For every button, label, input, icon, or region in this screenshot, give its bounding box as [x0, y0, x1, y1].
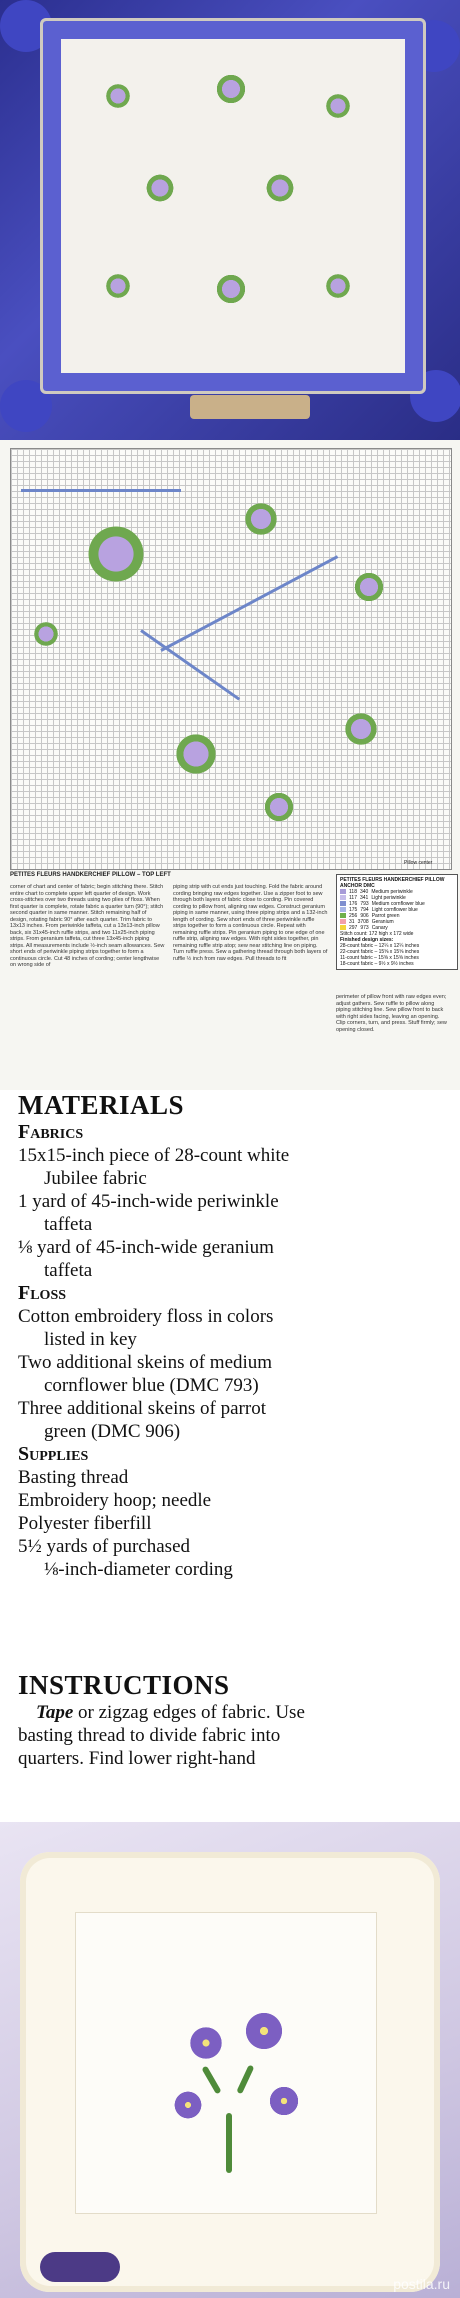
finished-sizes	[340, 943, 454, 967]
color-swatch	[340, 913, 346, 918]
materials-section	[0, 1090, 460, 1670]
dmc-number: 341	[359, 895, 369, 901]
chart-flower-motif	[341, 709, 381, 749]
chart-flower-motif	[171, 729, 221, 779]
anchor-number: 117	[349, 895, 357, 901]
instructions-text: or zigzag edges of fabric. Use	[73, 1702, 305, 1723]
material-item: taffeta	[44, 1214, 93, 1235]
key-rows	[340, 889, 454, 931]
ribbon-bow	[40, 2252, 120, 2282]
flower-motif	[323, 271, 353, 301]
embroidered-pillow	[40, 18, 426, 394]
color-swatch	[340, 895, 346, 900]
flower-motif	[213, 71, 249, 107]
key-title: PETITES FLEURS HANDKERCHIEF PILLOW	[340, 877, 445, 883]
leaf	[236, 2065, 254, 2095]
chart-flower-motif	[261, 789, 297, 825]
material-item: green (DMC 906)	[44, 1421, 181, 1442]
color-key	[336, 874, 458, 970]
materials-heading: MATERIALS	[18, 1090, 185, 1120]
pillow-face	[75, 1912, 377, 2214]
instructions-lead-word: Tape	[36, 1702, 74, 1723]
flower-motif	[323, 91, 353, 121]
material-item: ⅛-inch-diameter cording	[44, 1559, 233, 1580]
floss-list	[18, 1305, 442, 1443]
material-item: ⅛ yard of 45-inch-wide geranium	[18, 1237, 274, 1258]
instructions-heading: INSTRUCTIONS	[18, 1670, 230, 1700]
dmc-number: 794	[360, 907, 369, 913]
material-item: Embroidery hoop; needle	[18, 1490, 212, 1511]
flower-motif	[103, 81, 133, 111]
material-item: Jubilee fabric	[44, 1168, 147, 1189]
anchor-number: 256	[349, 913, 358, 919]
material-item: Cotton embroidery floss in colors	[18, 1306, 274, 1327]
violet-flower	[171, 2088, 205, 2122]
color-name: Light cornflower blue	[371, 907, 418, 913]
material-item: Polyester fiberfill	[18, 1513, 152, 1534]
material-item: 15x15-inch piece of 28-count white	[18, 1145, 290, 1166]
fabrics-list	[18, 1144, 442, 1282]
dmc-number: 973	[360, 925, 369, 931]
anchor-number: 297	[349, 925, 358, 931]
flower-motif	[143, 171, 177, 205]
anchor-number: 176	[349, 901, 358, 907]
anchor-number: 118	[349, 889, 357, 895]
flower-motif	[213, 271, 249, 307]
chart-flower-motif	[241, 499, 281, 539]
chart-bow-ribbon	[160, 555, 338, 652]
fabrics-heading: Fabrics	[18, 1121, 84, 1143]
instructions-line: basting thread to divide fabric into	[18, 1725, 281, 1746]
color-name: Parrot green	[371, 913, 400, 919]
finished-size: 18-count fabric – 9½ x 9½ inches	[340, 961, 414, 967]
color-swatch	[340, 919, 346, 924]
chart-flower-motif	[351, 569, 387, 605]
stem	[226, 2113, 232, 2173]
leaf	[201, 2066, 221, 2095]
dmc-number: 3708	[357, 919, 369, 925]
body-column: corner of chart and center of fabric; begin stitching there. Stitch entire chart to complete upper left quarter of design. Work cross-stitches over two threads using two plies of floss. When first quarter is complete, rotate fabric a quarter turn (90°); stitch second quarter in same manner. Stitch remaining half of design, rotating fabric 90° after each quarter. Trim fabric to 13x13 inches. From periwinkle taffeta, cut a 13x13-inch pillow back, six 31x45-inch ruffle strips, and two 11x25-inch piping strips. From geranium taffeta, cut three 13x45-inch piping strips. All measurements include ½-inch seam allowances. Sew short ends of periwinkle piping strips together to form a continuous circle. Cut 48 inches of cording; center lengthwise on wrong side of	[10, 884, 165, 968]
color-name: Canary	[371, 925, 388, 931]
chart-panel	[0, 440, 460, 1090]
material-item: Basting thread	[18, 1467, 129, 1488]
chart-bow-ribbon	[140, 629, 240, 700]
body-column: perimeter of pillow front with raw edges even; adjust gathers. Sew ruffle to pillow along piping stitching line. Sew pillow front to back with right sides facing, leaving an opening. Clip corners, turn, and press. Stuff firmly; sew opening closed.	[336, 994, 447, 1033]
anchor-number: 175	[349, 907, 358, 913]
chart-flower-motif	[81, 519, 151, 589]
dmc-number: 906	[360, 913, 369, 919]
color-name: Light periwinkle	[371, 895, 406, 901]
color-swatch	[340, 907, 346, 912]
dmc-number: 793	[360, 901, 369, 907]
color-name: Medium periwinkle	[371, 889, 413, 895]
instructions-section	[0, 1670, 460, 1820]
finished-size: 22-count fabric – 15⅝ x 15⅝ inches	[340, 949, 420, 955]
instructions-line: quarters. Find lower right-hand	[18, 1748, 256, 1769]
color-swatch	[340, 889, 346, 894]
chart-scallop-border	[21, 489, 181, 492]
supplies-heading: Supplies	[18, 1443, 89, 1465]
finished-size: 11-count fabric – 15⅝ x 15⅝ inches	[340, 955, 419, 961]
body-column: piping strip with cut ends just touching. Fold the fabric around cording bringing raw edges together. Use a zipper foot to sew through both layers of fabric close to cording. Pin covered cording to pillow front, aligning raw edges. Construct geranium piping in same manner, using three piping strips and a 132-inch length of cording. Sew short ends of three periwinkle ruffle strips together to form a continuous circle. Repeat with remaining ruffle strips. Pin geranium piping to one edge of one ruffle strip, aligning raw edges. With right sides together, pin remaining ruffle strip atop; sew near stitching line on piping. Turn ruffle press. Sew a gathering thread through both layers of ruffle ½ inch from raw edges. Pull threads to fit	[173, 884, 328, 962]
stitch-count: Stitch count: 172 high x 172 wide	[340, 931, 414, 937]
color-swatch	[340, 901, 346, 906]
color-name: Geranium	[371, 919, 394, 925]
pillow-photo-top	[0, 0, 460, 440]
pillow-photo-bottom	[0, 1822, 460, 2298]
violet-flower	[186, 2023, 226, 2063]
color-swatch	[340, 925, 346, 930]
flower-motif	[263, 171, 297, 205]
tray	[190, 395, 310, 419]
chart-caption: PETITES FLEURS HANDKERCHIEF PILLOW – TOP LEFT	[10, 872, 171, 878]
color-name: Medium cornflower blue	[371, 901, 425, 907]
material-item: 1 yard of 45-inch-wide periwinkle	[18, 1191, 279, 1212]
violet-flower	[266, 2083, 302, 2119]
pillow-center-label: Pillow center	[404, 860, 433, 866]
material-item: Two additional skeins of medium	[18, 1352, 273, 1373]
material-item: Three additional skeins of parrot	[18, 1398, 266, 1419]
anchor-number: 31	[349, 919, 355, 925]
chart-flower-motif	[31, 619, 61, 649]
supplies-list	[18, 1466, 442, 1581]
material-item: taffeta	[44, 1260, 93, 1281]
violet-flower	[241, 2008, 287, 2054]
instructions-line	[18, 1701, 442, 1724]
cross-stitch-chart	[10, 448, 452, 870]
material-item: cornflower blue (DMC 793)	[44, 1375, 259, 1396]
flower-motif	[103, 271, 133, 301]
material-item: listed in key	[44, 1329, 137, 1350]
floss-heading: Floss	[18, 1282, 67, 1304]
dmc-number: 340	[359, 889, 369, 895]
finished-size: 28-count fabric – 12¼ x 12¼ inches	[340, 943, 420, 949]
material-item: 5½ yards of purchased	[18, 1536, 191, 1557]
watermark: postila.ru	[393, 2276, 450, 2292]
finished-sizes-title: Finished design sizes:	[340, 937, 394, 943]
key-header: ANCHOR DMC	[340, 883, 375, 889]
